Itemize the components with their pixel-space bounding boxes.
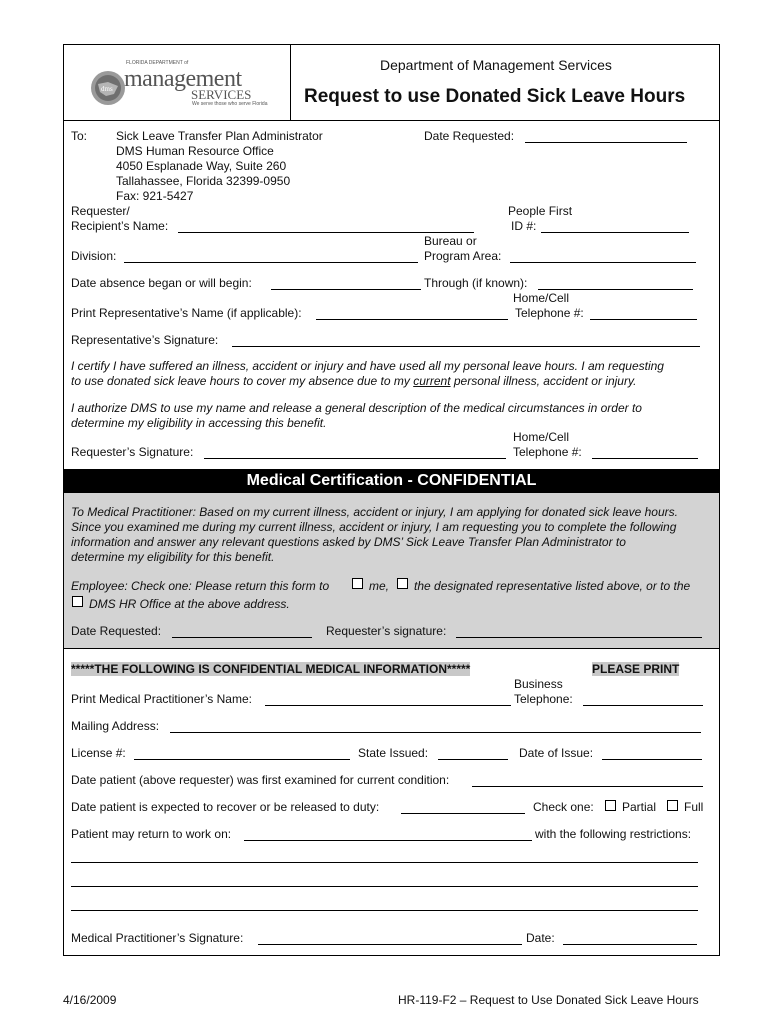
recover-field[interactable] xyxy=(401,813,525,814)
return-work-label: Patient may return to work on: xyxy=(71,827,232,841)
telephone-label-2: Telephone #: xyxy=(513,445,582,459)
footer-form-id: HR-119-F2 – Request to Use Donated Sick Leave Hours xyxy=(398,993,699,1007)
authorize-line-2: determine my eligibility in accessing this benefit. xyxy=(71,416,327,430)
header-bottom-rule xyxy=(63,120,720,121)
mailing-address-field[interactable] xyxy=(170,732,701,733)
home-cell-label: Home/Cell xyxy=(513,291,570,305)
address-line-1: Sick Leave Transfer Plan Administrator xyxy=(116,129,323,143)
through-field[interactable] xyxy=(538,289,693,290)
logo-small-text: FLORIDA DEPARTMENT of xyxy=(126,60,189,66)
medical-date-requested-label: Date Requested: xyxy=(71,624,162,638)
return-to-rep-checkbox[interactable] xyxy=(397,578,408,589)
address-line-4: Tallahassee, Florida 32399-0950 xyxy=(116,174,291,188)
program-area-label: Program Area: xyxy=(424,249,502,263)
hr-option-label: DMS HR Office at the above address. xyxy=(89,597,290,611)
dms-logo xyxy=(88,62,268,112)
restrictions-line-2[interactable] xyxy=(71,886,698,887)
id-label: ID #: xyxy=(511,219,537,233)
people-first-label: People First xyxy=(508,204,573,218)
home-cell-label-2: Home/Cell xyxy=(513,430,570,444)
check-one-label: Check one: xyxy=(533,800,594,814)
return-to-me-checkbox[interactable] xyxy=(352,578,363,589)
medical-intro-2: Since you examined me during my current illness, accident or injury, I am requesting you to complete the following xyxy=(71,520,677,534)
certify-line-2: to use donated sick leave hours to cover my absence due to my current personal illness, accident or injury. xyxy=(71,374,637,388)
logo-tagline: We serve those who serve Florida xyxy=(192,101,268,107)
requester-label: Requester/ xyxy=(71,204,130,218)
recipient-name-field[interactable] xyxy=(178,232,474,233)
business-telephone-label: Telephone: xyxy=(514,692,573,706)
rep-telephone-field[interactable] xyxy=(590,319,697,320)
svg-text:dms: dms xyxy=(101,85,113,93)
medical-date-requested-field[interactable] xyxy=(172,637,312,638)
practitioner-signature-label: Medical Practitioner’s Signature: xyxy=(71,931,244,945)
logo-word-services: SERVICES xyxy=(191,87,252,102)
division-field[interactable] xyxy=(124,262,418,263)
people-first-id-field[interactable] xyxy=(541,232,689,233)
telephone-label: Telephone #: xyxy=(515,306,584,320)
requester-signature-field[interactable] xyxy=(204,458,506,459)
restrictions-line-1[interactable] xyxy=(71,862,698,863)
rep-name-field[interactable] xyxy=(316,319,508,320)
absence-began-field[interactable] xyxy=(271,289,421,290)
state-issued-label: State Issued: xyxy=(358,746,429,760)
partial-checkbox[interactable] xyxy=(605,800,616,811)
header-divider xyxy=(290,44,291,120)
rep-option-label: the designated representative listed above, or to the xyxy=(414,579,691,593)
recover-label: Date patient is expected to recover or be released to duty: xyxy=(71,800,380,814)
license-label: License #: xyxy=(71,746,126,760)
through-label: Through (if known): xyxy=(424,276,528,290)
program-area-field[interactable] xyxy=(510,262,696,263)
medical-requester-signature-label: Requester’s signature: xyxy=(326,624,447,638)
restrictions-label: with the following restrictions: xyxy=(535,827,692,841)
me-label: me, xyxy=(369,579,390,593)
partial-label: Partial xyxy=(622,800,657,814)
first-examined-label: Date patient (above requester) was first examined for current condition: xyxy=(71,773,450,787)
practitioner-signature-field[interactable] xyxy=(258,944,522,945)
requester-signature-label: Requester’s Signature: xyxy=(71,445,194,459)
full-checkbox[interactable] xyxy=(667,800,678,811)
address-line-3: 4050 Esplanade Way, Suite 260 xyxy=(116,159,287,173)
division-label: Division: xyxy=(71,249,117,263)
address-line-2: DMS Human Resource Office xyxy=(116,144,274,158)
authorize-line-1: I authorize DMS to use my name and release a general description of the medical circumstances in order to xyxy=(71,401,642,415)
page-title: Request to use Donated Sick Leave Hours xyxy=(304,86,686,107)
rep-signature-field[interactable] xyxy=(232,346,700,347)
state-issued-field[interactable] xyxy=(438,759,508,760)
rep-signature-label: Representative’s Signature: xyxy=(71,333,219,347)
first-examined-field[interactable] xyxy=(472,786,703,787)
practitioner-name-label: Print Medical Practitioner’s Name: xyxy=(71,692,252,706)
practitioner-date-field[interactable] xyxy=(563,944,697,945)
medical-intro-1: To Medical Practitioner: Based on my current illness, accident or injury, I am applying for donated sick leave hours. xyxy=(71,505,678,519)
practitioner-name-field[interactable] xyxy=(265,705,511,706)
medical-banner: Medical Certification - CONFIDENTIAL xyxy=(64,469,719,493)
section-separator xyxy=(64,648,719,649)
confidential-heading: *****THE FOLLOWING IS CONFIDENTIAL MEDICAL INFORMATION***** xyxy=(71,662,471,676)
full-label: Full xyxy=(684,800,704,814)
rep-name-label: Print Representative’s Name (if applicable): xyxy=(71,306,302,320)
logo-word-management: management xyxy=(124,66,242,92)
business-telephone-field[interactable] xyxy=(583,705,703,706)
date-of-issue-field[interactable] xyxy=(602,759,702,760)
license-field[interactable] xyxy=(134,759,350,760)
certify-line-1: I certify I have suffered an illness, accident or injury and have used all my personal leave hours. I am requesting xyxy=(71,359,664,373)
mailing-address-label: Mailing Address: xyxy=(71,719,160,733)
address-line-5: Fax: 921-5427 xyxy=(116,189,194,203)
return-work-field[interactable] xyxy=(244,840,532,841)
restrictions-line-3[interactable] xyxy=(71,910,698,911)
medical-intro-4: determine my eligibility for this benefit. xyxy=(71,550,275,564)
to-label: To: xyxy=(71,129,88,143)
date-requested-label: Date Requested: xyxy=(424,129,515,143)
department-name: Department of Management Services xyxy=(380,57,612,73)
please-print-label: PLEASE PRINT xyxy=(592,662,680,676)
bureau-label: Bureau or xyxy=(424,234,477,248)
medical-intro-3: information and answer any relevant questions asked by DMS’ Sick Leave Transfer Plan Administrator to xyxy=(71,535,626,549)
business-label: Business xyxy=(514,677,563,691)
date-of-issue-label: Date of Issue: xyxy=(519,746,594,760)
employee-check-label: Employee: Check one: Please return this form to xyxy=(71,579,330,593)
recipient-name-label: Recipient’s Name: xyxy=(71,219,169,233)
practitioner-date-label: Date: xyxy=(526,931,555,945)
medical-requester-signature-field[interactable] xyxy=(456,637,702,638)
absence-began-label: Date absence began or will begin: xyxy=(71,276,252,290)
date-requested-field[interactable] xyxy=(525,142,687,143)
requester-telephone-field[interactable] xyxy=(592,458,698,459)
footer-date: 4/16/2009 xyxy=(63,993,117,1007)
return-to-hr-checkbox[interactable] xyxy=(72,596,83,607)
